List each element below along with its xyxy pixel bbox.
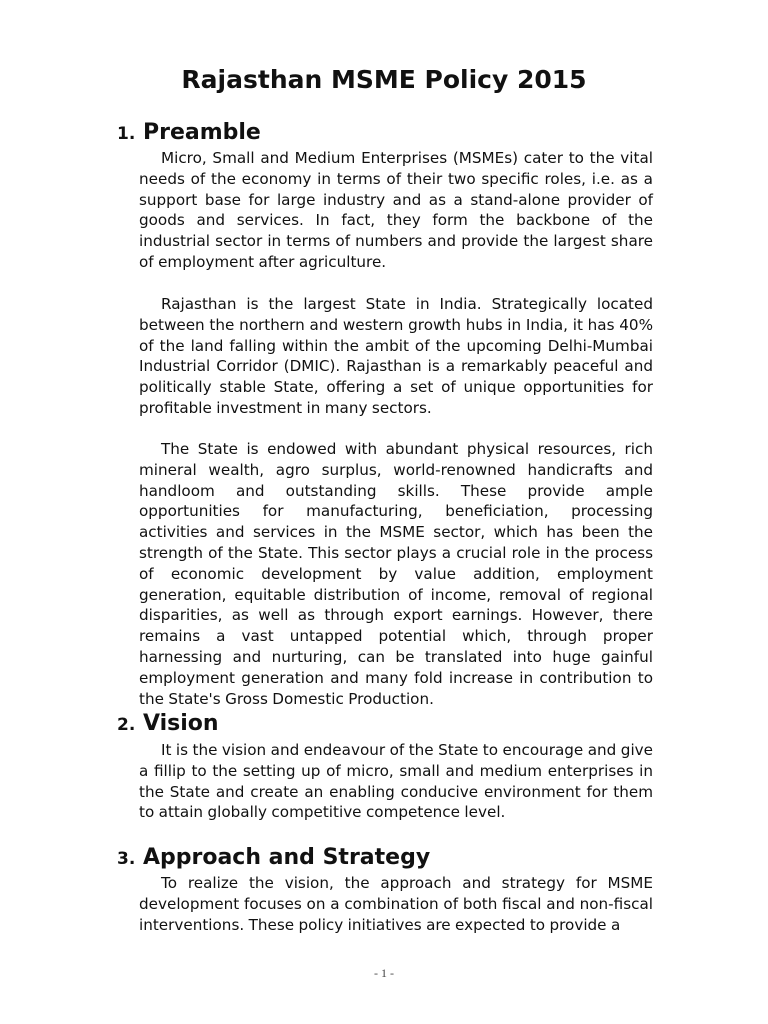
page-number: - 1 - bbox=[374, 966, 394, 980]
paragraph: To realize the vision, the approach and strategy for MSME development focuses on a combination of both fiscal and non-fiscal interventions. These policy initiatives are expected to provide a bbox=[139, 874, 653, 934]
paragraph: Micro, Small and Medium Enterprises (MSMEs) cater to the vital needs of the economy in terms of their two specific roles, i.e. as a support base for large industry and as a stand-alone provider of goods and services. In fact, they form the backbone of the industrial sector in terms of numbers and provide the largest share of employment after agriculture. bbox=[139, 149, 653, 271]
section-heading-preamble bbox=[117, 120, 261, 147]
section-title: Preamble bbox=[142, 120, 261, 145]
page-title: Rajasthan MSME Policy 2015 bbox=[181, 65, 587, 94]
section-title: Vision bbox=[142, 711, 219, 736]
paragraph: The State is endowed with abundant physical resources, rich mineral wealth, agro surplus, world-renowned handicrafts and handloom and outstanding skills. These provide ample opportunities for manufacturing, beneficiation, processing activities and services in the MSME sector, which has been the strength of the State. This sector plays a crucial role in the process of economic development by value addition, employment generation, equitable distribution of income, removal of regional disparities, as well as through export earnings. However, there remains a vast untapped potential which, through proper harnessing and nurturing, can be translated into huge gainful employment generation and many fold increase in contribution to the State's Gross Domestic Production. bbox=[139, 440, 653, 708]
section-number: 1. bbox=[117, 124, 136, 144]
section-title: Approach and Strategy bbox=[142, 845, 431, 870]
paragraph: It is the vision and endeavour of the State to encourage and give a fillip to the setting up of micro, small and medium enterprises in the State and create an enabling conducive environment for them to attain globally competitive competence level. bbox=[139, 741, 653, 822]
paragraph: Rajasthan is the largest State in India. Strategically located between the northern and western growth hubs in India, it has 40% of the land falling within the ambit of the upcoming Delhi-Mumbai Industrial Corridor (DMIC). Rajasthan is a remarkably peaceful and politically stable State, offering a set of unique opportunities for profitable investment in many sectors. bbox=[139, 295, 653, 417]
section-number: 2. bbox=[117, 715, 136, 735]
section-heading-approach bbox=[117, 845, 430, 872]
section-heading-vision bbox=[117, 711, 219, 738]
section-number: 3. bbox=[117, 849, 136, 869]
